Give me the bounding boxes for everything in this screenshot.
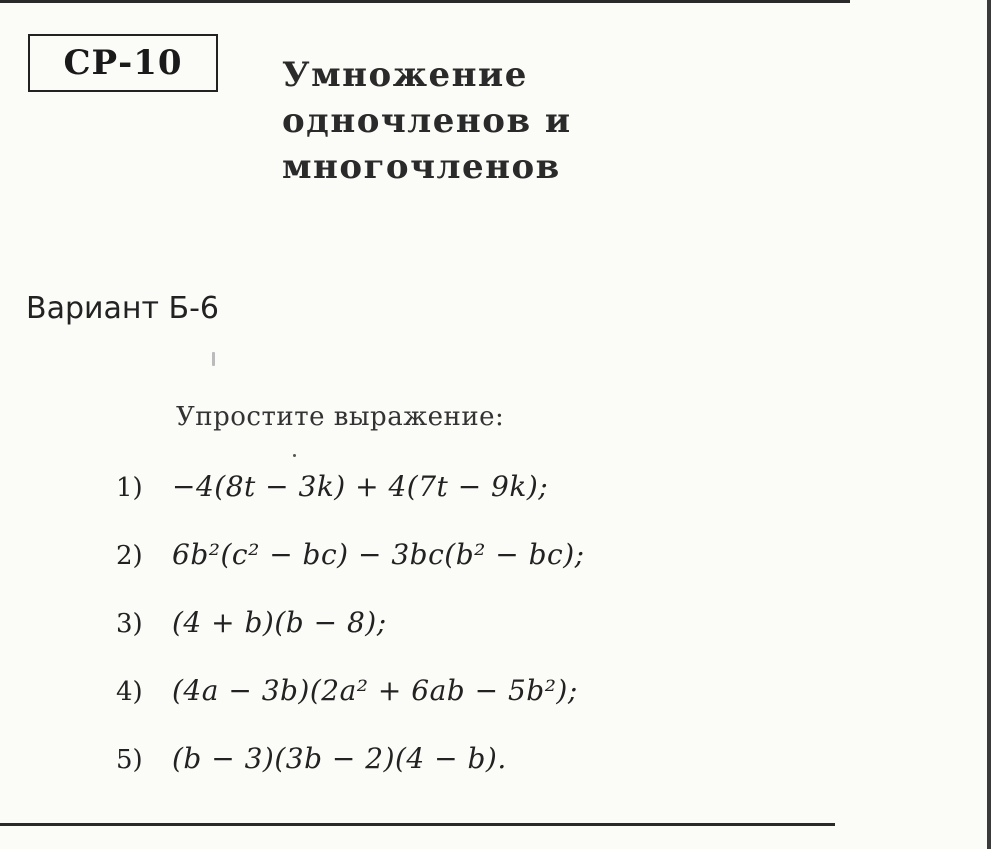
- worksheet-code: СР-10: [63, 43, 183, 83]
- task-item: [116, 674, 585, 742]
- page-edge: [987, 0, 991, 849]
- task-number: 4): [116, 677, 143, 707]
- scan-dot: [293, 454, 296, 457]
- top-rule: [0, 0, 850, 3]
- task-number: 2): [116, 541, 143, 571]
- task-expression: (b − 3)(3b − 2)(4 − b).: [172, 742, 507, 775]
- task-item: [116, 470, 585, 538]
- title-line: одночленов и: [282, 101, 572, 141]
- worksheet-title: [282, 52, 572, 190]
- worksheet-code-box: [28, 34, 218, 92]
- task-expression: (4a − 3b)(2a² + 6ab − 5b²);: [172, 674, 578, 707]
- task-item: [116, 538, 585, 606]
- bottom-rule: [0, 823, 835, 826]
- variant-label: Вариант Б-6: [26, 291, 220, 326]
- title-line: многочленов: [282, 147, 561, 187]
- task-number: 5): [116, 745, 143, 775]
- task-expression: 6b²(c² − bc) − 3bc(b² − bc);: [172, 538, 585, 571]
- task-item: [116, 742, 585, 810]
- task-number: 1): [116, 473, 143, 503]
- title-line: Умножение: [282, 55, 528, 95]
- task-item: [116, 606, 585, 674]
- task-number: 3): [116, 609, 143, 639]
- task-expression: (4 + b)(b − 8);: [172, 606, 387, 639]
- scan-speck: [212, 352, 215, 366]
- task-list: [116, 470, 585, 810]
- instruction-text: Упростите выражение:: [176, 402, 505, 432]
- task-expression: −4(8t − 3k) + 4(7t − 9k);: [172, 470, 549, 503]
